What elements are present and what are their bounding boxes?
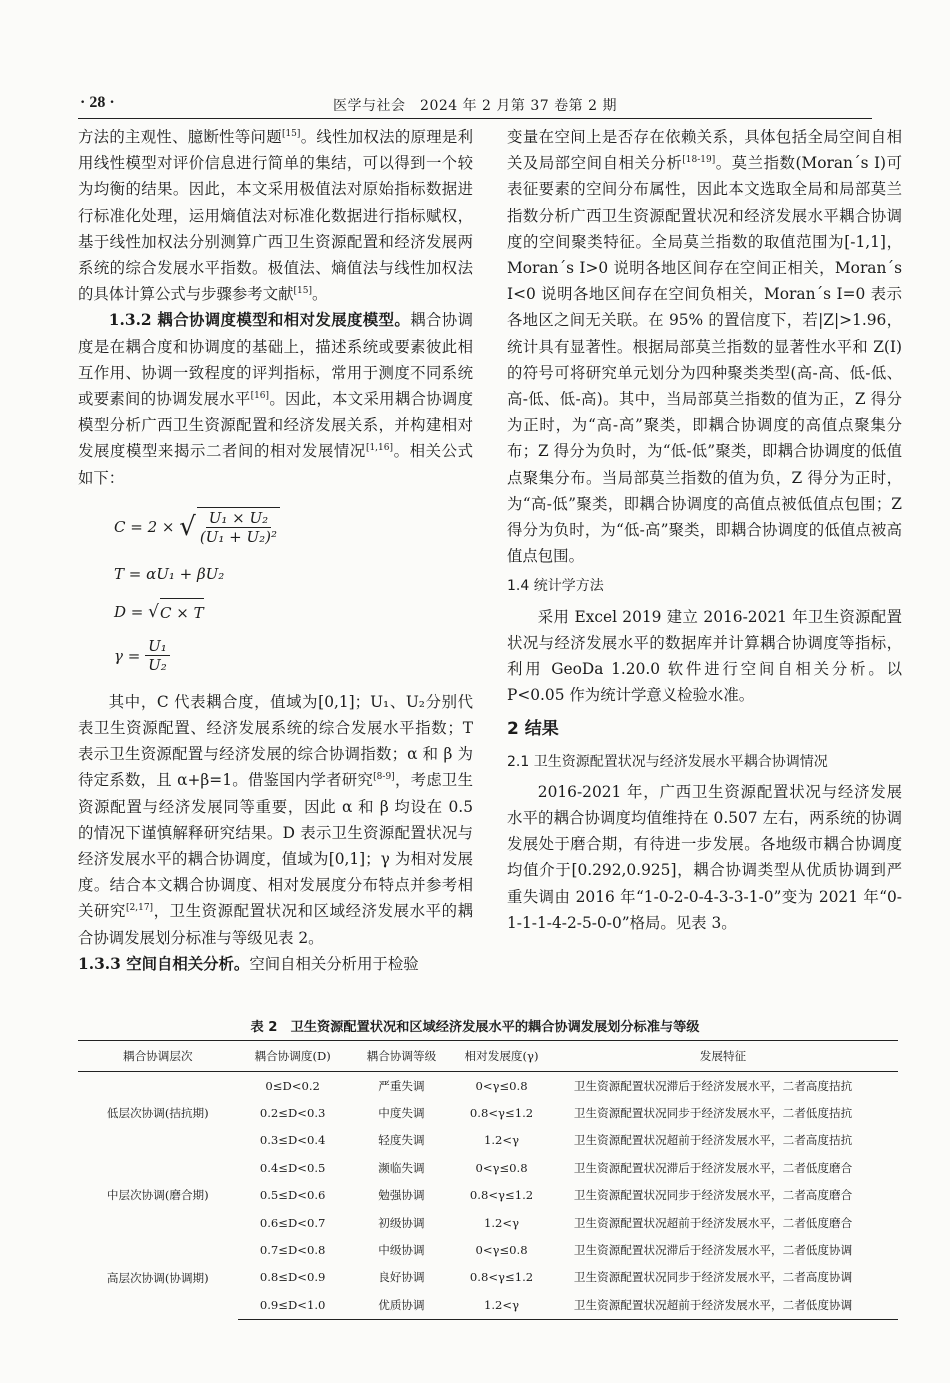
running-header: [78, 92, 872, 119]
citation: [15]: [293, 286, 312, 297]
table-cell: 卫生资源配置状况同步于经济发展水平，二者高度磨合: [573, 1188, 853, 1203]
citation: [1,16]: [365, 443, 393, 454]
journal-title: 医学与社会 2024 年 2 月第 37 卷第 2 期: [333, 98, 617, 114]
table-cell: 卫生资源配置状况超前于经济发展水平，二者低度协调: [548, 1291, 898, 1319]
table-cell: 初级协调: [378, 1215, 425, 1230]
table-cell: 0.9≤D<1.0: [238, 1291, 348, 1319]
paragraph: 变量在空间上是否存在依赖关系，具体包括全局空间自相关及局部空间自相关分析[18-19]。莫兰指数(Moran´s I)可表征要素的空间分布属性，因此本文选取全局和局部莫兰指数分析广西卫生资源配置状况和经济发展水平耦合协调度的空间聚类特征。全局莫兰指数的取值范围为[-1,1]，Moran´s I>0 说明各地区间存在空间正相关，Moran´s I<0 说明各地区间存在空间负相关，Moran´s I=0 表示各地区之间无关联。在 95% 的置信度下，若|Z|>1.96，统计具有显著性。根据局部莫兰指数的显著性水平和 Z(I) 的符号可将研究单元划分为四种聚类类型(高-高、低-低、高-低、低-高)。其中，当局部莫兰指数的值为正，Z 得分为正时，为“高-高”聚类，即耦合协调度的高值点聚集分布；Z 得分为负时，为“低-低”聚类，即耦合协调度的低值点聚集分布。当局部莫兰指数的值为负，Z 得分为正时，为“高-低”聚类，即耦合协调度的高值点被低值点包围；Z 得分为负时，为“低-高”聚类，即耦合协调度的低值点被高值点包围。: [507, 128, 902, 566]
table-header-row: [78, 1041, 898, 1072]
citation: [8-9]: [373, 772, 395, 783]
table-cell: 卫生资源配置状况滞后于经济发展水平，二者低度磨合: [573, 1160, 853, 1175]
table-cell: 0<γ≤0.8: [475, 1078, 528, 1093]
paragraph: 1.3.2 耦合协调度模型和相对发展度模型。耦合协调度是在耦合度和协调度的基础上，描述系统或要素彼此相互作用、协调一致程度的评判指标，常用于测度不同系统或要素间的协调发展水平[16]。因此，本文采用耦合协调度模型分析广西卫生资源配置和经济发展关系，并构建相对发展度模型来揭示二者间的相对发展情况[1,16]。相关公式如下：: [78, 311, 473, 487]
section-heading-1-3-2: 1.3.2 耦合协调度模型和相对发展度模型。: [108, 311, 411, 330]
table-cell: 卫生资源配置状况滞后于经济发展水平，二者高度拮抗: [573, 1078, 853, 1093]
table-cell: 良好协调: [378, 1270, 425, 1285]
table-cell: 0.5≤D<0.6: [259, 1188, 326, 1203]
table-cell: 卫生资源配置状况超前于经济发展水平，二者低度磨合: [573, 1215, 853, 1230]
citation: [16]: [250, 391, 270, 402]
table-row: [78, 1072, 898, 1100]
table-cell: 0.8≤D<0.9: [259, 1270, 326, 1285]
column-header: 相对发展度(γ): [455, 1041, 548, 1072]
table-cell: 0.4≤D<0.5: [259, 1160, 326, 1175]
paragraph: 2016-2021 年，广西卫生资源配置状况与经济发展水平的耦合协调度均值维持在 0.507 左右，两系统的协调发展处于磨合期，有待进一步发展。各地级市耦合协调度均值介于[0.292,0.925]，耦合协调类型从优质协调到严重失调由 2016 年“1-0-2-0-4-3-3-1-0”变为 2021 年“0-1-1-1-4-2-5-0-0”格局。见表 3。: [507, 782, 902, 932]
table-2: [78, 1040, 898, 1320]
table-cell: 0.7≤D<0.8: [259, 1243, 326, 1258]
table-cell: 勉强协调: [378, 1188, 425, 1203]
paragraph: 其中，C 代表耦合度，值域为[0,1]；U₁、U₂分别代表卫生资源配置、经济发展系统的综合发展水平指数；T 表示卫生资源配置与经济发展的综合协调指数；α 和 β 为待定系数，且 α+β=1。借鉴国内学者研究[8-9]，考虑卫生资源配置与经济发展同等重要，因此 α 和 β 均设在 0.5 的情况下谨慎解释研究结果。D 表示卫生资源配置状况与经济发展水平的耦合协调度，值域为[0,1]；γ 为相对发展度。结合本文耦合协调度、相对发展度分布特点并参考相关研究[2,17]，卫生资源配置状况和区域经济发展水平的耦合协调发展划分标准与等级见表 2。: [78, 692, 473, 947]
column-header: 耦合协调等级: [348, 1041, 455, 1072]
column-header: 耦合协调层次: [78, 1041, 238, 1072]
table-row: [78, 1236, 898, 1263]
citation: [18-19]: [682, 155, 716, 166]
formula-T: T = αU₁ + βU₂: [114, 564, 225, 583]
table-cell: 中度失调: [378, 1106, 425, 1121]
table-cell: 轻度失调: [378, 1133, 425, 1148]
group-cell: 高层次协调(协调期): [106, 1270, 209, 1285]
page-number: · 28 ·: [80, 94, 115, 111]
formula-gamma: γ = $\frac{\text{U₁}}{\text{U₂}}$: [114, 631, 473, 681]
formula-block: [114, 499, 473, 681]
table-cell: 0.8<γ≤1.2: [469, 1106, 534, 1121]
group-cell: 低层次协调(拮抗期): [106, 1106, 209, 1121]
left-column: [78, 124, 473, 977]
table-cell: 0.8<γ≤1.2: [469, 1270, 534, 1285]
table-cell: 0≤D<0.2: [265, 1078, 320, 1093]
paragraph: 1.3.3 空间自相关分析。空间自相关分析用于检验: [78, 954, 419, 973]
section-heading-1-3-3: 1.3.3 空间自相关分析。: [78, 954, 250, 973]
citation: [15]: [281, 129, 301, 139]
paragraph: 方法的主观性、臆断性等问题[15]。线性加权法的原理是利用线性模型对评价信息进行简单的集结，可以得到一个较为均衡的结果。因此，本文采用极值法对原始指标数据进行标准化处理，运用熵值法对标准化数据进行指标赋权，基于线性加权法分别测算广西卫生资源配置和经济发展两系统的综合发展水平指数。极值法、熵值法与线性加权法的具体计算公式与步骤参考文献[15]。: [78, 128, 473, 304]
column-header: 发展特征: [548, 1041, 898, 1072]
table-cell: 严重失调: [378, 1078, 425, 1093]
paragraph: 采用 Excel 2019 建立 2016-2021 年卫生资源配置状况与经济发展水平的数据库并计算耦合协调度等指标，利用 GeoDa 1.20.0 软件进行空间自相关分析。以 P<0.05 作为统计学意义检验水准。: [507, 607, 902, 705]
table-cell: 0<γ≤0.8: [475, 1243, 528, 1258]
section-heading-2-1: 2.1 卫生资源配置状况与经济发展水平耦合协调情况: [507, 753, 828, 770]
section-heading-1-4: 1.4 统计学方法: [507, 578, 604, 595]
table-2-title: 表 2 卫生资源配置状况和区域经济发展水平的耦合协调发展划分标准与等级: [250, 1020, 700, 1035]
table-cell: 优质协调: [348, 1291, 455, 1319]
table-cell: 1.2<γ: [483, 1215, 520, 1230]
table-cell: 0.2≤D<0.3: [259, 1106, 326, 1121]
table-cell: 0.8<γ≤1.2: [469, 1188, 534, 1203]
table-cell: 濒临失调: [378, 1160, 425, 1175]
table-cell: 卫生资源配置状况同步于经济发展水平，二者高度协调: [573, 1270, 853, 1285]
section-heading-2: 2 结果: [507, 719, 559, 740]
table-row: [78, 1154, 898, 1181]
table-cell: 中级协调: [378, 1243, 425, 1258]
column-header: 耦合协调度(D): [238, 1041, 348, 1072]
formula-C: C = 2 × √ $\frac{\text{U₁ × U₂}}{\text{(U₁ + U₂)²}}$: [114, 499, 473, 555]
table-cell: 卫生资源配置状况同步于经济发展水平，二者低度拮抗: [573, 1106, 853, 1121]
right-column: [507, 124, 902, 936]
table-cell: 0.6≤D<0.7: [259, 1215, 326, 1230]
table-cell: 卫生资源配置状况超前于经济发展水平，二者高度拮抗: [573, 1133, 853, 1148]
table-cell: 0<γ≤0.8: [475, 1160, 528, 1175]
table-cell: 1.2<γ: [483, 1133, 520, 1148]
group-cell: 中层次协调(磨合期): [106, 1188, 209, 1203]
table-cell: 1.2<γ: [455, 1291, 548, 1319]
citation: [2,17]: [126, 903, 154, 914]
table-cell: 卫生资源配置状况滞后于经济发展水平，二者低度协调: [573, 1243, 853, 1258]
table-cell: 0.3≤D<0.4: [259, 1133, 326, 1148]
formula-D: D = √ C × T: [114, 593, 473, 631]
